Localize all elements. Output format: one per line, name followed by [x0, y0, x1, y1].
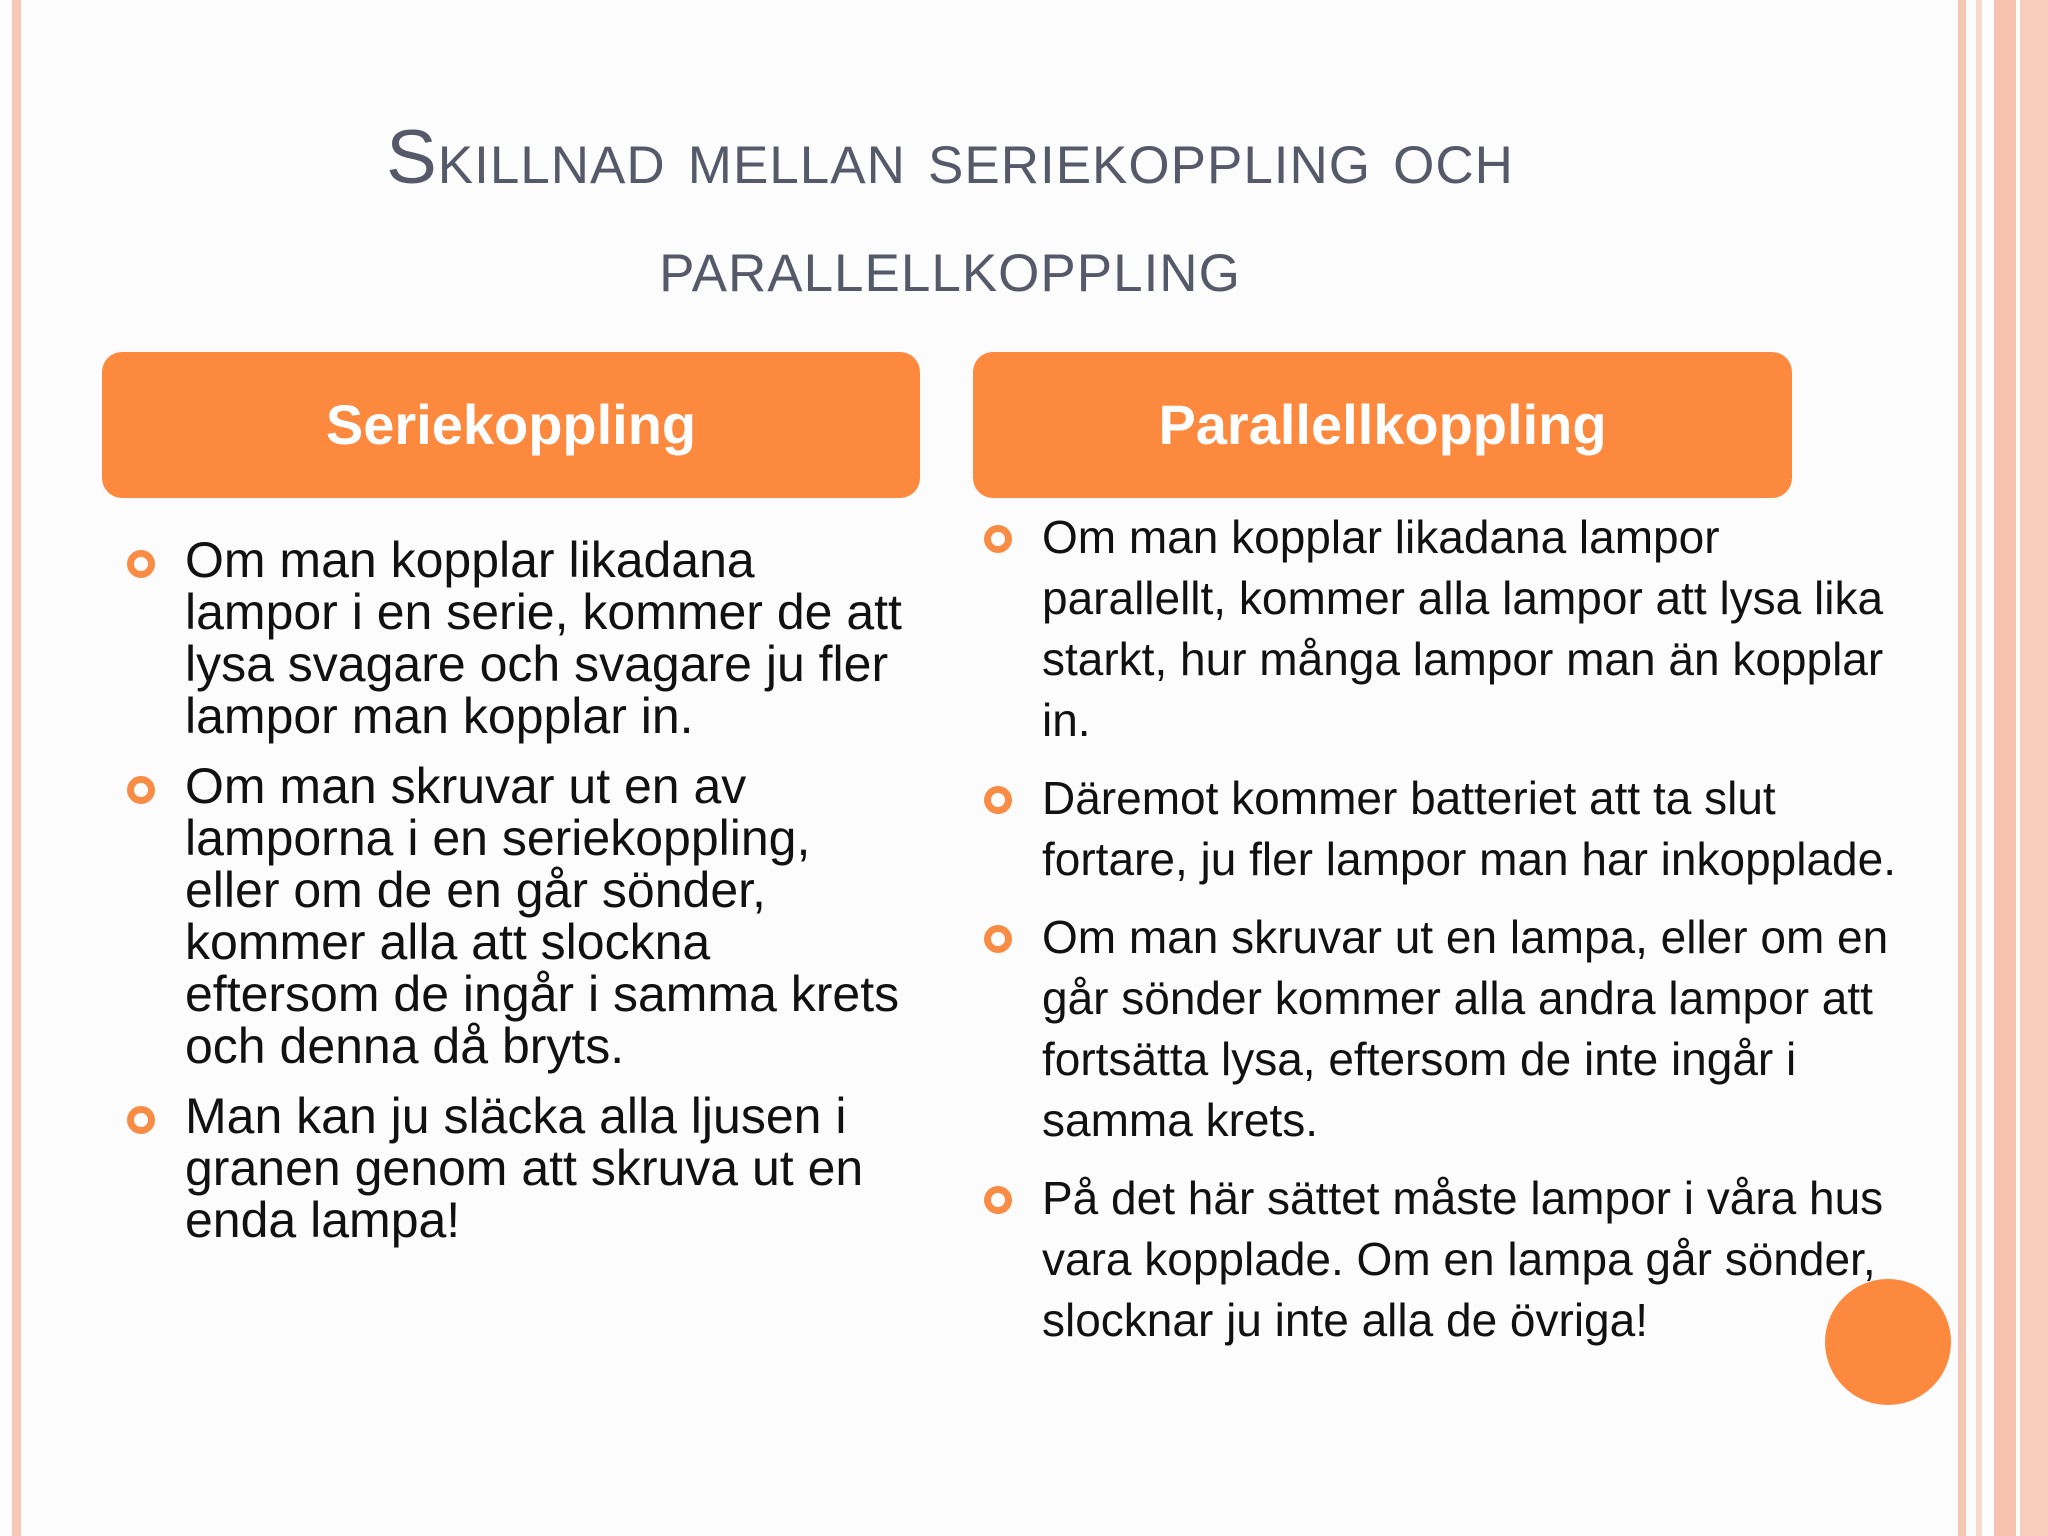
- list-item: [185, 1090, 915, 1246]
- slide-title: [0, 104, 1900, 320]
- bullet-ring-icon: [984, 786, 1012, 814]
- slide-title-line-1: Skillnad mellan seriekoppling och: [386, 115, 1514, 200]
- right-stripe-3: [1994, 0, 2016, 1536]
- seriekoppling-header: Seriekoppling: [102, 352, 920, 498]
- decorative-circle: [1825, 1279, 1951, 1405]
- list-item: [1042, 1168, 1912, 1351]
- list-item-text: Man kan ju släcka alla ljusen i granen genom att skruva ut en enda lampa!: [185, 1088, 864, 1248]
- bullet-ring-icon: [127, 776, 155, 804]
- list-item: [185, 534, 915, 742]
- parallellkoppling-list: [1042, 507, 1912, 1368]
- bullet-ring-icon: [984, 1186, 1012, 1214]
- list-item: [1042, 768, 1912, 890]
- right-stripe-1: [1958, 0, 1966, 1536]
- seriekoppling-list: [185, 534, 915, 1264]
- list-item-text: Om man kopplar likadana lampor i en serie, kommer de att lysa svagare och svagare ju fler lampor man kopplar in.: [185, 532, 902, 744]
- parallellkoppling-header: Parallellkoppling: [973, 352, 1792, 498]
- right-stripe-4: [2020, 0, 2048, 1536]
- list-item-text: Om man skruvar ut en av lamporna i en seriekoppling, eller om de en går sönder, kommer alla att slockna eftersom de ingår i samma krets och denna då bryts.: [185, 758, 900, 1074]
- bullet-ring-icon: [127, 1106, 155, 1134]
- list-item-text: Om man kopplar likadana lampor parallellt, kommer alla lampor att lysa lika starkt, hur många lampor man än kopplar in.: [1042, 511, 1884, 746]
- list-item: [1042, 907, 1912, 1151]
- list-item-text: Om man skruvar ut en lampa, eller om en går sönder kommer alla andra lampor att fortsätta lysa, eftersom de inte ingår i samma krets.: [1042, 911, 1889, 1146]
- list-item: [185, 760, 915, 1072]
- list-item-text: På det här sättet måste lampor i våra hus vara kopplade. Om en lampa går sönder, slocknar ju inte alla de övriga!: [1042, 1172, 1884, 1346]
- list-item-text: Däremot kommer batteriet att ta slut fortare, ju fler lampor man har inkopplade.: [1042, 772, 1896, 885]
- bullet-ring-icon: [984, 525, 1012, 553]
- right-stripe-2: [1976, 0, 1982, 1536]
- bullet-ring-icon: [984, 925, 1012, 953]
- slide-title-line-2: parallellkoppling: [659, 223, 1241, 308]
- bullet-ring-icon: [127, 550, 155, 578]
- list-item: [1042, 507, 1912, 751]
